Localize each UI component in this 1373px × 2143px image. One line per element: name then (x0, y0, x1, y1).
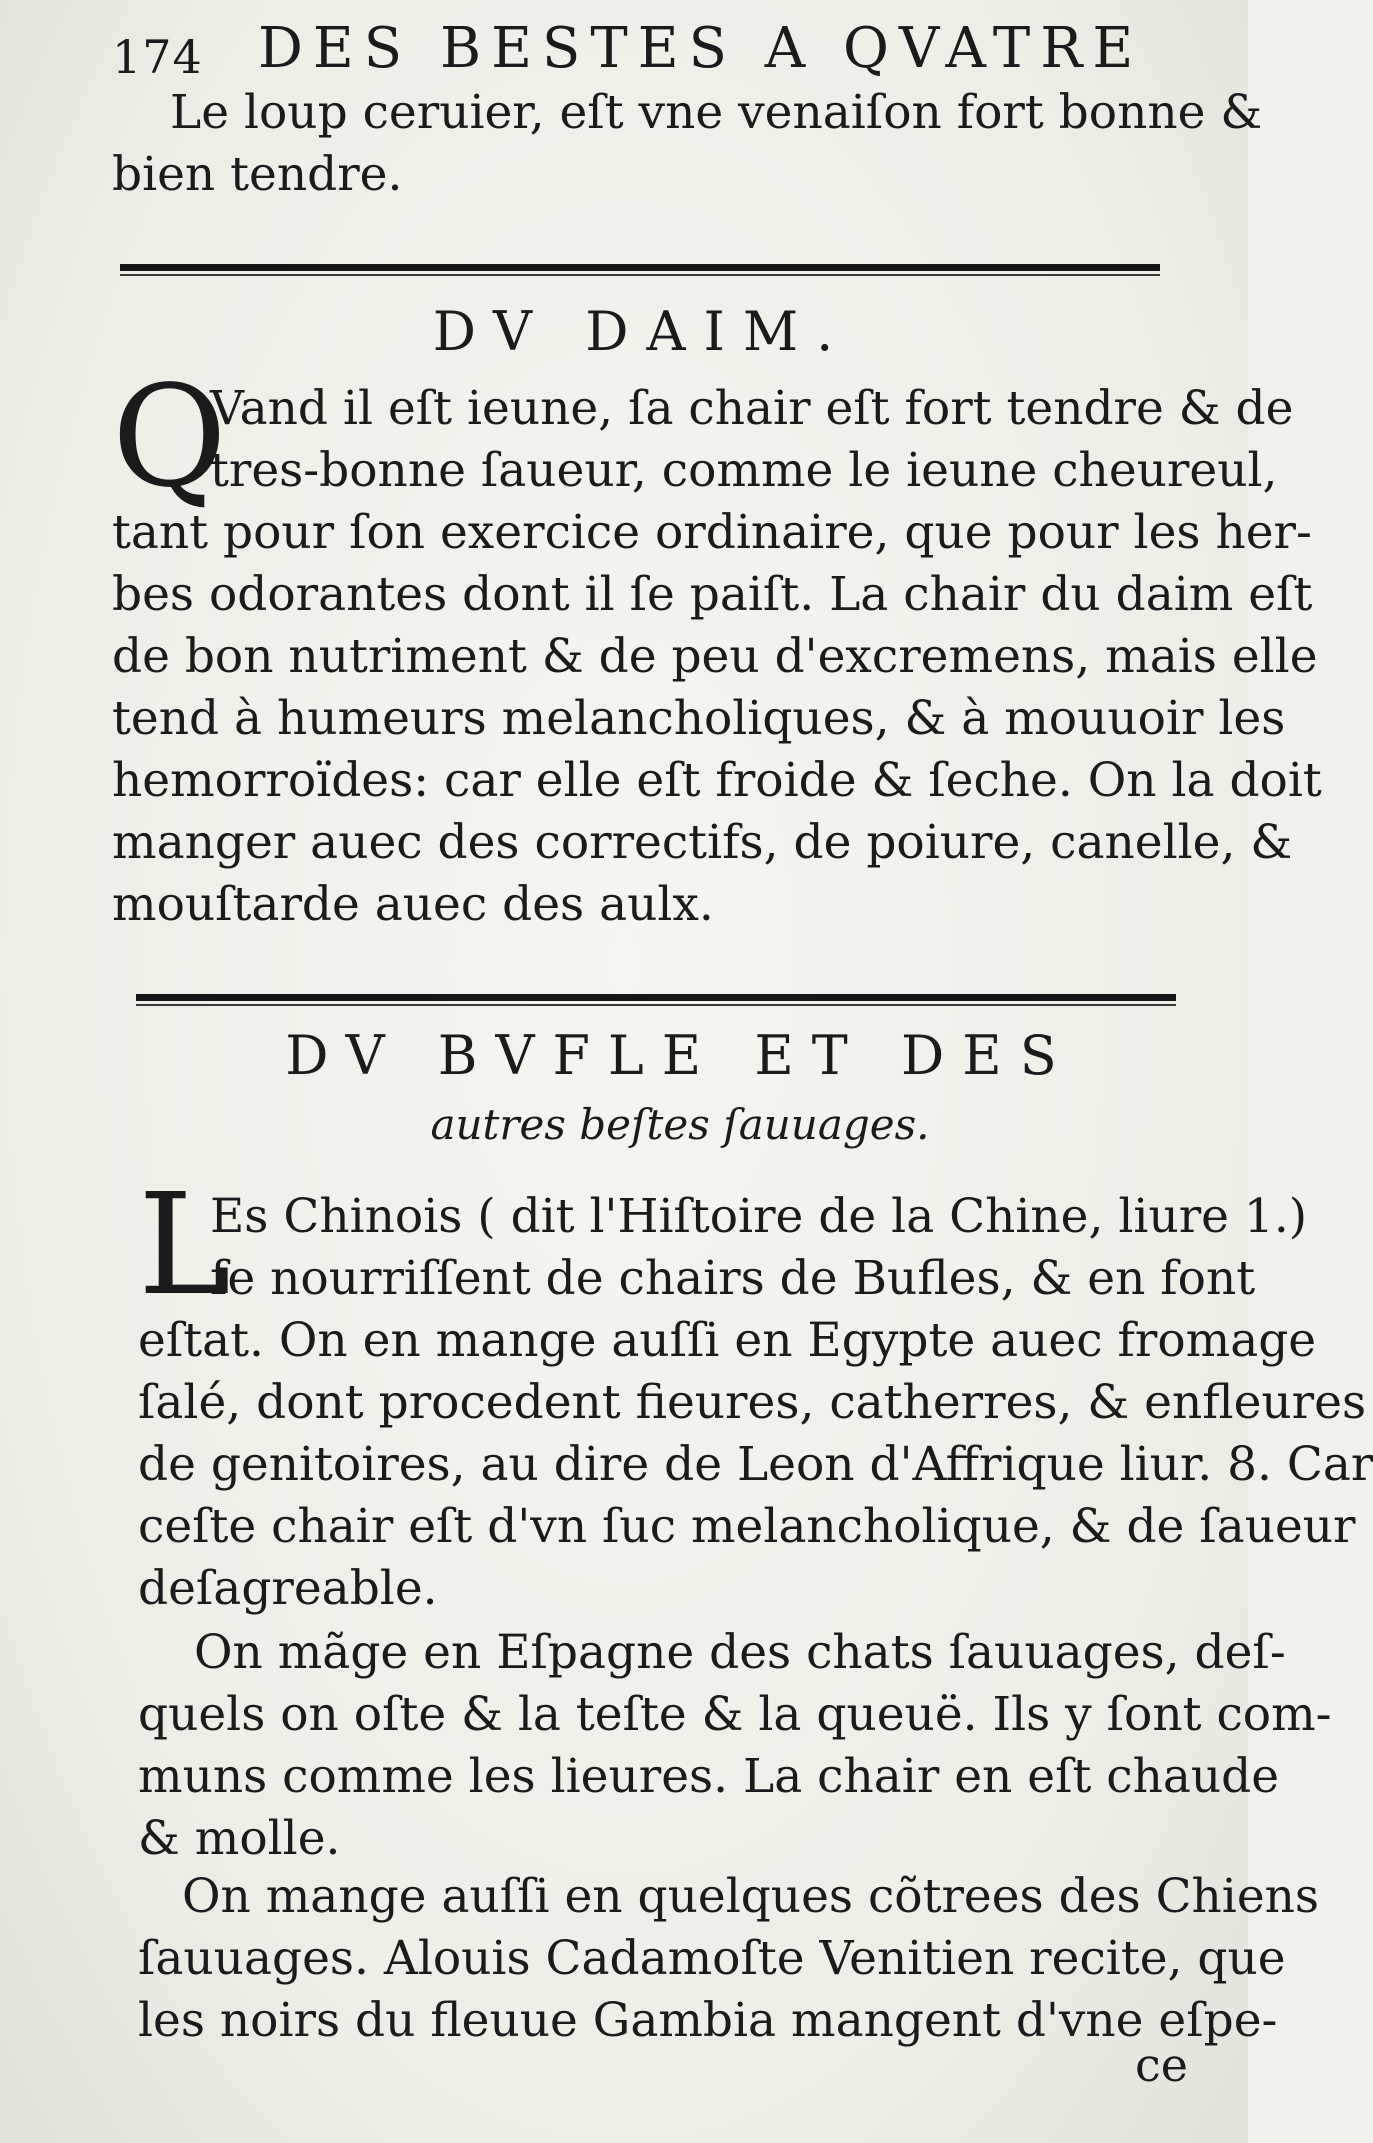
drop-cap: Q (112, 356, 227, 519)
text-line: hemorroïdes: car elle eſt froide & ſeche. On la doit (112, 753, 1322, 808)
text-line: tend à humeurs melancholiques, & à mouuoir les (112, 691, 1286, 746)
section-rule (120, 264, 1160, 276)
page-header (108, 14, 1168, 84)
text-line: de bon nutriment & de peu d'excremens, mais elle (112, 629, 1318, 684)
text-line: mouſtarde auec des aulx. (112, 877, 714, 932)
text-line: de genitoires, au dire de Leon d'Affrique liur. 8. Car (138, 1437, 1373, 1492)
text-line: Le loup ceruier, eſt vne venaiſon fort bonne & (170, 85, 1263, 140)
section-rule (136, 994, 1176, 1006)
section-title-bufle: DV BVFLE ET DES (285, 1024, 1075, 1087)
text-line: tant pour ſon exercice ordinaire, que pour les her- (112, 505, 1312, 560)
text-line: Vand il eſt ieune, ſa chair eſt fort tendre & de (210, 381, 1294, 436)
text-line: eſtat. On en mange auſſi en Egypte auec fromage (138, 1313, 1317, 1368)
drop-cap: L (138, 1164, 231, 1327)
catchword: ce (1135, 2038, 1188, 2092)
chats-paragraph (138, 1622, 1332, 1870)
text-line: les noirs du fleuue Gambia mangent d'vne eſpe- (138, 1993, 1278, 2048)
text-line: & molle. (138, 1811, 341, 1866)
running-head: DES BESTES A QVATRE (258, 16, 1144, 81)
text-line: deſagreable. (138, 1561, 438, 1616)
text-line: muns comme les lieures. La chair en eſt chaude (138, 1749, 1280, 1804)
text-line: Es Chinois ( dit l'Hiſtoire de la Chine, liure 1.) (210, 1189, 1308, 1244)
text-line: quels on oſte & la teſte & la queuë. Ils y ſont com- (138, 1687, 1332, 1742)
chiens-paragraph (138, 1866, 1320, 2052)
section-subtitle: autres beſtes ſauuages. (430, 1100, 930, 1149)
text-line: On mange auſſi en quelques cõtrees des Chiens (182, 1869, 1320, 1924)
section-title-daim: DV DAIM. (432, 300, 852, 363)
text-line: On mãge en Eſpagne des chats ſauuages, deſ- (194, 1625, 1286, 1680)
text-line: tres-bonne ſaueur, comme le ieune cheureul, (210, 443, 1278, 498)
text-line: manger auec des correctifs, de poiure, canelle, & (112, 815, 1293, 870)
text-line: bes odorantes dont il ſe paiſt. La chair du daim eſt (112, 567, 1313, 622)
text-line: ſalé, dont procedent fieures, catherres, & enfleures (138, 1375, 1367, 1430)
text-line: ſauuages. Alouis Cadamoſte Venitien recite, que (138, 1931, 1286, 1986)
text-line: ſe nourriſſent de chairs de Bufles, & en font (210, 1251, 1256, 1306)
intro-paragraph (112, 82, 1263, 206)
page-number: 174 (112, 30, 203, 84)
text-line: bien tendre. (112, 147, 403, 202)
text-line: ceſte chair eſt d'vn ſuc melancholique, & de ſaueur (138, 1499, 1356, 1554)
